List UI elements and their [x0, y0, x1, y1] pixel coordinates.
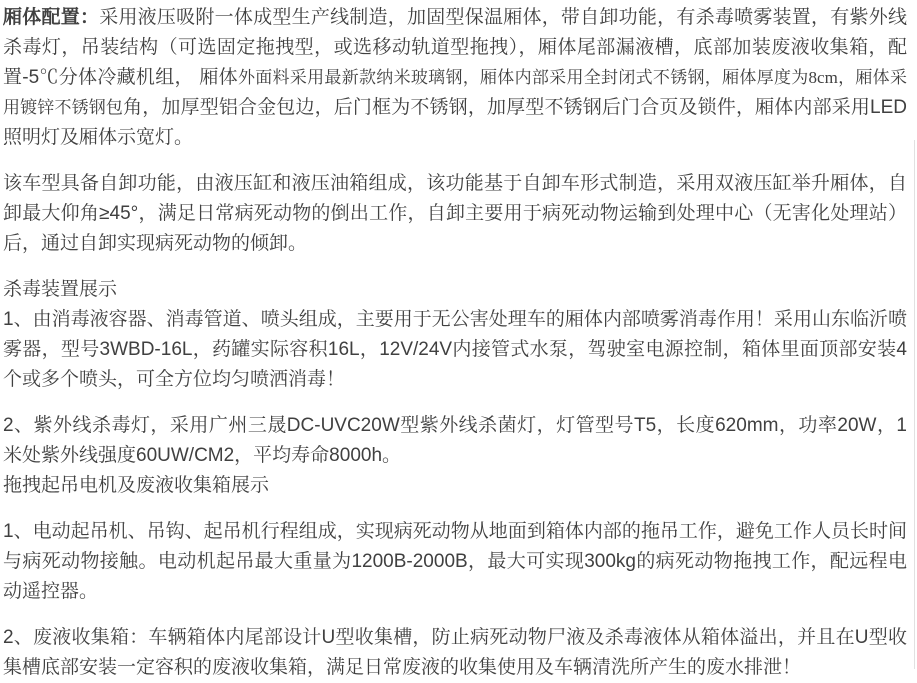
paragraph-disinfection-section [3, 275, 907, 395]
paragraph-waste-liquid-box: 2、废液收集箱：车辆箱体内尾部设计U型收集槽，防止病死动物尸液及杀毒液体从箱体溢出，并且在U型收集槽底部安装一定容积的废液收集箱，满足日常废液的收集使用及车辆清洗所产生的废水排泄！ [3, 627, 907, 678]
box-configuration-text-main: 采用液压吸附一体成型生产线制造，加固型保温厢体，带自卸功能，有杀毒喷雾装置，有紫外线杀毒灯，吊装结构（可选固定拖拽型，或选移动轨道型拖拽），厢体尾部漏液槽，底部加装废液收集箱，配置-5℃分体冷藏机组， 厢体 [3, 7, 907, 88]
box-configuration-text-altfont: 外面料采用最新款纳米玻璃钢，厢体内部采用全封闭式不锈钢，厢体厚度为8cm，厢体采用镀锌不锈钢包 [3, 68, 907, 117]
paragraph-uv-lamp-section [3, 411, 907, 501]
section-caption-hoist-and-waste-box: 拖拽起吊电机及废液收集箱展示 [3, 475, 270, 496]
box-configuration-text-tail: 角，加厚型铝合金包边，后门框为不锈钢，加厚型不锈钢后门合页及锁件，厢体内部采用LED照明灯及厢体示宽灯。 [3, 97, 908, 148]
disinfection-item-uv-lamp: 2、紫外线杀毒灯，采用广州三晟DC-UVC20W型紫外线杀菌灯，灯管型号T5，长度620mm，功率20W，1米处紫外线强度60UW/CM2，平均寿命8000h。 [3, 415, 907, 466]
paragraph-self-dump-function: 该车型具备自卸功能，由液压缸和液压油箱组成，该功能基于自卸车形式制造，采用双液压缸举升厢体，自卸最大仰角≥45°，满足日常病死动物的倒出工作，自卸主要用于病死动物运输到处理中心（无害化处理站）后，通过自卸实现病死动物的倾卸。 [3, 173, 907, 254]
page-right-edge-line [914, 140, 915, 669]
box-configuration-label: 厢体配置： [3, 7, 100, 28]
disinfection-item-sprayer: 1、由消毒液容器、消毒管道、喷头组成，主要用于无公害处理车的厢体内部喷雾消毒作用！采用山东临沂喷雾器，型号3WBD-16L，药罐实际容积16L，12V/24V内接管式水泵，驾驶室电源控制，箱体里面顶部安装4个或多个喷头，可全方位均匀喷洒消毒！ [3, 309, 907, 390]
paragraph-box-configuration [3, 3, 907, 153]
section-caption-disinfection-device: 杀毒装置展示 [3, 279, 118, 300]
paragraph-electric-hoist: 1、电动起吊机、吊钩、起吊机行程组成，实现病死动物从地面到箱体内部的拖吊工作，避免工作人员长时间与病死动物接触。电动机起吊最大重量为1200B-2000B，最大可实现300kg的病死动物拖拽工作，配远程电动遥控器。 [3, 521, 907, 602]
